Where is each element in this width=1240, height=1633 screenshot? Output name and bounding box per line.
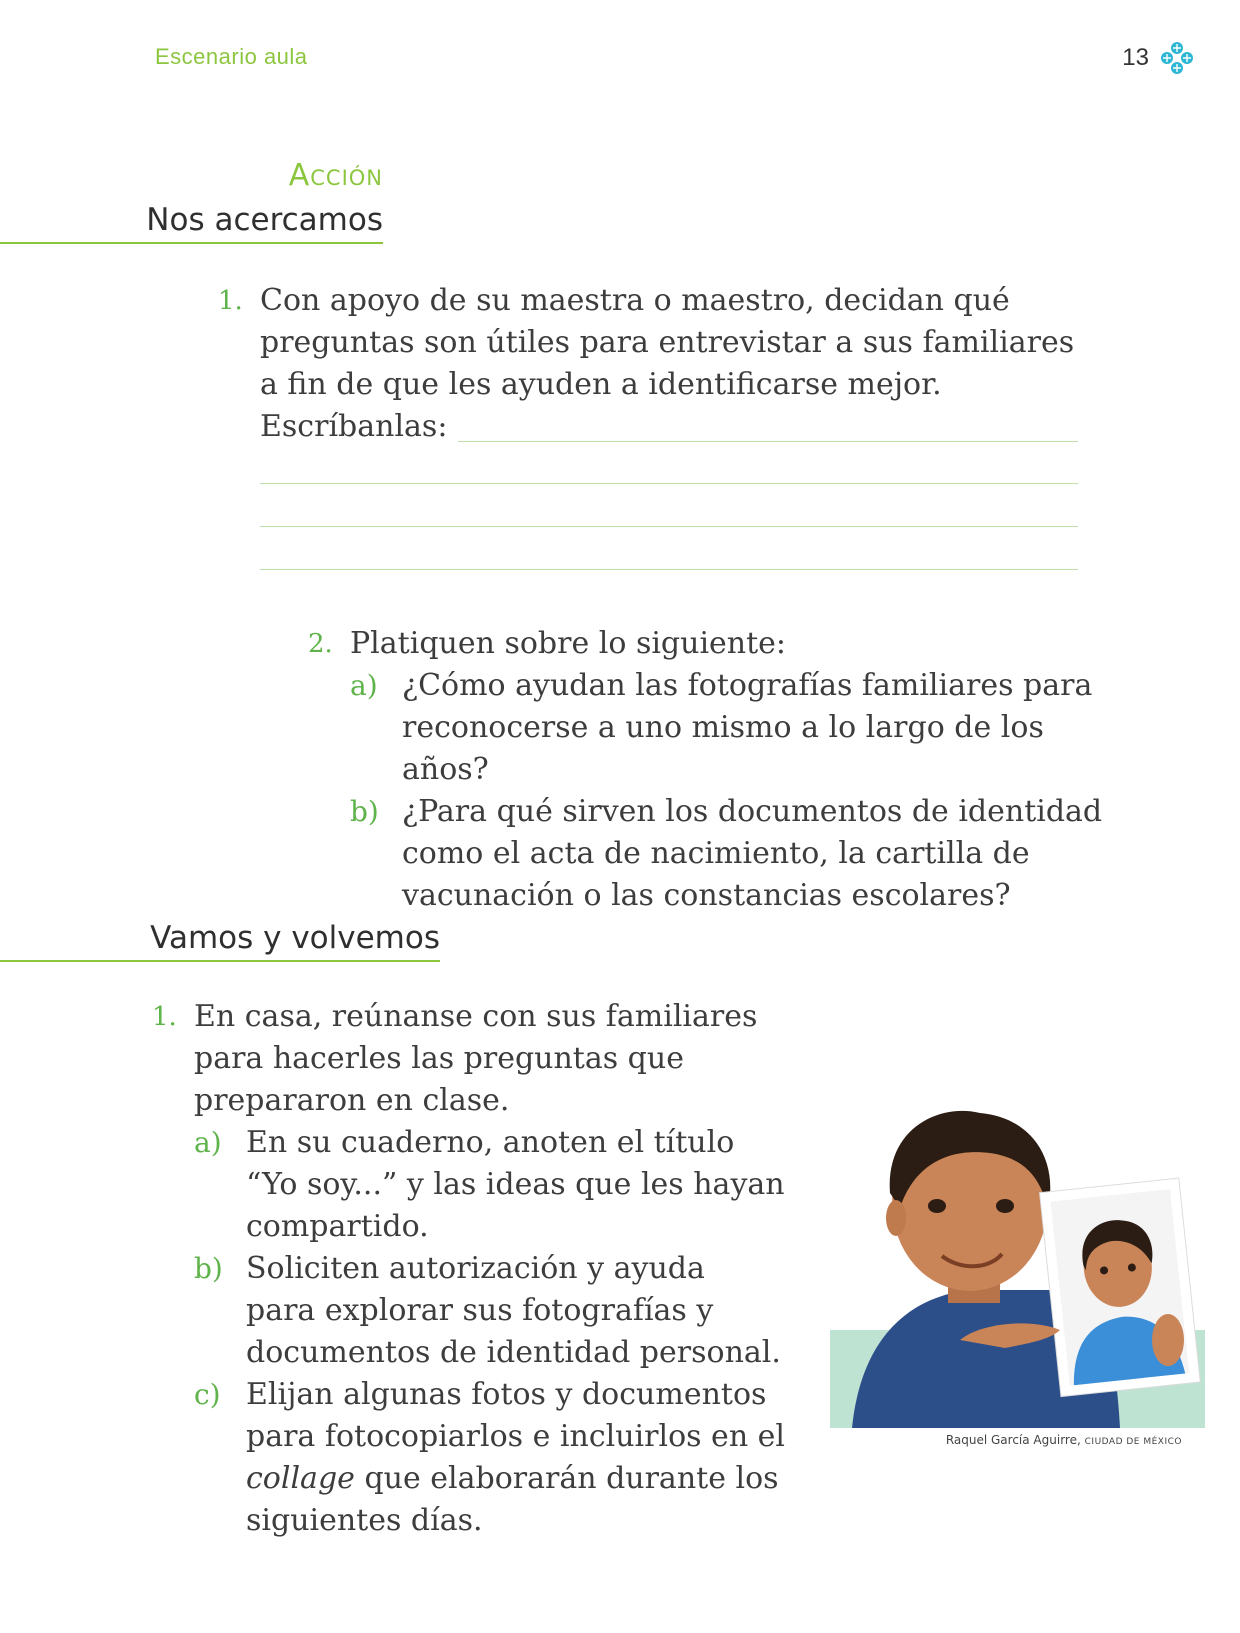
italic-word: collage bbox=[246, 1461, 355, 1496]
vamos-item-1 bbox=[152, 996, 812, 1542]
accion-item-1 bbox=[218, 280, 1118, 448]
left-eye bbox=[928, 1199, 946, 1213]
item-number: 1. bbox=[218, 286, 243, 316]
subitem-line: reconocerse a uno mismo a lo largo de los años? bbox=[402, 710, 1044, 787]
subitem-b bbox=[350, 791, 1138, 917]
subitem-line: Elijan algunas fotos y documentos bbox=[246, 1377, 767, 1412]
item-text-line: a fin de que les ayuden a identificarse mejor. bbox=[260, 367, 942, 402]
held-photo bbox=[1040, 1178, 1201, 1397]
subitem-a bbox=[350, 665, 1138, 791]
boy-with-photo-illustration bbox=[830, 1108, 1205, 1428]
subitem-line: compartido. bbox=[246, 1209, 429, 1244]
subitem-line: En su cuaderno, anoten el título bbox=[246, 1125, 735, 1160]
ear bbox=[886, 1200, 906, 1236]
subitem-label: a) bbox=[194, 1126, 222, 1159]
item-number: 2. bbox=[308, 629, 333, 659]
item-text-line: para hacerles las preguntas que bbox=[194, 1041, 684, 1076]
accion-item-2 bbox=[308, 623, 1138, 917]
subitem-line: ¿Cómo ayudan las fotografías familiares para bbox=[402, 668, 1093, 703]
item-text-line: prepararon en clase. bbox=[194, 1083, 510, 1118]
section-kicker-accion: Acción bbox=[288, 158, 383, 193]
subitem-label: b) bbox=[350, 795, 379, 828]
item-number: 1. bbox=[152, 1002, 177, 1032]
writing-line-3[interactable] bbox=[260, 526, 1078, 527]
subitem-line-rest: que elaborarán durante los bbox=[354, 1461, 779, 1496]
subitem-line bbox=[246, 1458, 812, 1500]
item-text: Platiquen sobre lo siguiente: bbox=[350, 626, 787, 661]
credit-author: Raquel García Aguirre bbox=[945, 1433, 1077, 1447]
subitem-c bbox=[194, 1374, 812, 1542]
subitem-line: para fotocopiarlos e incluirlos en el bbox=[246, 1419, 786, 1454]
item-text-line: preguntas son útiles para entrevistar a sus familiares bbox=[260, 325, 1075, 360]
item-text-line: En casa, reúnanse con sus familiares bbox=[194, 999, 758, 1034]
flower-logo-icon bbox=[1159, 40, 1195, 76]
writing-line-4[interactable] bbox=[260, 569, 1078, 570]
subitem-line: “Yo soy...” y las ideas que les hayan bbox=[246, 1167, 785, 1202]
section-header: Escenario aula bbox=[155, 44, 308, 69]
section-title-nos-acercamos: Nos acercamos bbox=[0, 202, 383, 244]
page-number: 13 bbox=[1122, 44, 1149, 71]
subitem-b bbox=[194, 1248, 812, 1374]
subitem-a bbox=[194, 1122, 812, 1248]
subitem-line: documentos de identidad personal. bbox=[246, 1335, 781, 1370]
subitem-line: vacunación o las constancias escolares? bbox=[402, 878, 1011, 913]
subitem-label: a) bbox=[350, 669, 378, 702]
section-title-vamos-y-volvemos: Vamos y volvemos bbox=[0, 920, 440, 962]
writing-line-2[interactable] bbox=[260, 483, 1078, 484]
writing-line-1[interactable] bbox=[458, 441, 1078, 442]
credit-place: CIUDAD DE MÉXICO bbox=[1084, 1437, 1182, 1447]
illustration-credit bbox=[830, 1433, 1182, 1447]
subitem-label: c) bbox=[194, 1378, 221, 1411]
write-prompt: Escríbanlas: bbox=[260, 409, 448, 444]
subitem-line: Soliciten autorización y ayuda bbox=[246, 1251, 705, 1286]
page-header-right bbox=[1122, 40, 1195, 76]
right-hand bbox=[1152, 1314, 1184, 1366]
subitem-line: como el acta de nacimiento, la cartilla de bbox=[402, 836, 1030, 871]
subitem-label: b) bbox=[194, 1252, 223, 1285]
credit-separator: , bbox=[1076, 1433, 1085, 1447]
item-text-line: Con apoyo de su maestra o maestro, decidan qué bbox=[260, 283, 1010, 318]
subitem-line: para explorar sus fotografías y bbox=[246, 1293, 714, 1328]
subitem-line: siguientes días. bbox=[246, 1503, 483, 1538]
subitem-line: ¿Para qué sirven los documentos de identidad bbox=[402, 794, 1103, 829]
right-eye bbox=[996, 1199, 1014, 1213]
